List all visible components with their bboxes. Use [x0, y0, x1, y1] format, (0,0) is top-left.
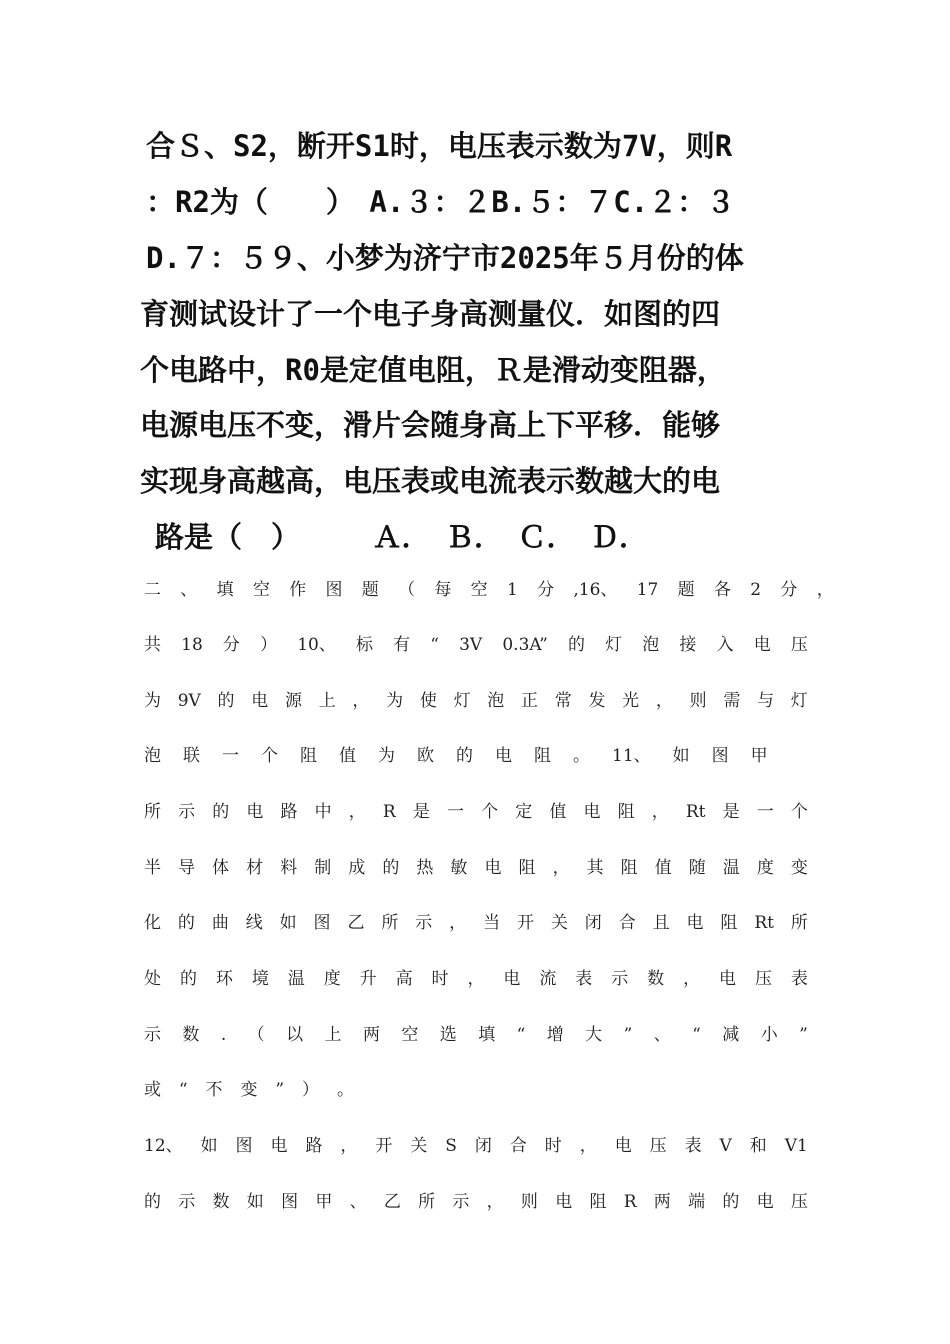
- question-line-3: D.７：５９、小梦为济宁市2025年５月份的体: [146, 241, 744, 275]
- fill-line-9: 示 数 . （ 以 上 两 空 选 填 “ 增 大 ” 、 “ 减 小 ”: [144, 1025, 808, 1045]
- question-line-1: 合Ｓ、S2，断开S1时，电压表示数为7V，则R: [146, 129, 733, 163]
- question-line-4: 育测试设计了一个电子身高测量仪．如图的四: [140, 297, 721, 331]
- fill-line-1: 二 、 填 空 作 图 题 （ 每 空 1 分 ,16、 17 题 各 2 分 ，: [144, 580, 834, 600]
- fill-line-10: 或 “ 不 变 ” ） 。: [144, 1080, 354, 1100]
- question-line-6: 电源电压不变，滑片会随身高上下平移．能够: [140, 408, 721, 442]
- fill-line-8: 处 的 环 境 温 度 升 高 时 ， 电 流 表 示 数 ， 电 压 表: [144, 969, 808, 989]
- fill-line-12: 的 示 数 如 图 甲 、 乙 所 示 ， 则 电 阻 R 两 端 的 电 压: [144, 1192, 808, 1212]
- question-line-5: 个电路中，R0是定值电阻，Ｒ是滑动变阻器，: [140, 353, 726, 387]
- fill-line-11: 12、 如 图 电 路 ， 开 关 S 闭 合 时 ， 电 压 表 V 和 V1: [144, 1136, 808, 1156]
- question-line-2: ：R2为（ ） A.３：２B.５：７C.２：３: [146, 185, 736, 219]
- question-line-8: 路是（ ） Ａ． Ｂ． Ｃ． Ｄ．: [155, 520, 649, 554]
- fill-line-6: 半 导 体 材 料 制 成 的 热 敏 电 阻 ， 其 阻 值 随 温 度 变: [144, 858, 808, 878]
- fill-line-3: 为 9V 的 电 源 上 ， 为 使 灯 泡 正 常 发 光 ， 则 需 与 灯: [144, 691, 808, 711]
- fill-line-2: 共 18 分 ） 10、 标 有 “ 3V 0.3A” 的 灯 泡 接 入 电 压: [144, 635, 808, 655]
- fill-line-4: 泡 联 一 个 阻 值 为 欧 的 电 阻 。 11、 如 图 甲: [144, 746, 768, 766]
- fill-line-7: 化 的 曲 线 如 图 乙 所 示 ， 当 开 关 闭 合 且 电 阻 Rt 所: [144, 913, 808, 933]
- fill-line-5: 所 示 的 电 路 中 ， R 是 一 个 定 值 电 阻 ， Rt 是 一 个: [144, 802, 808, 822]
- question-line-7: 实现身高越高，电压表或电流表示数越大的电: [140, 464, 721, 498]
